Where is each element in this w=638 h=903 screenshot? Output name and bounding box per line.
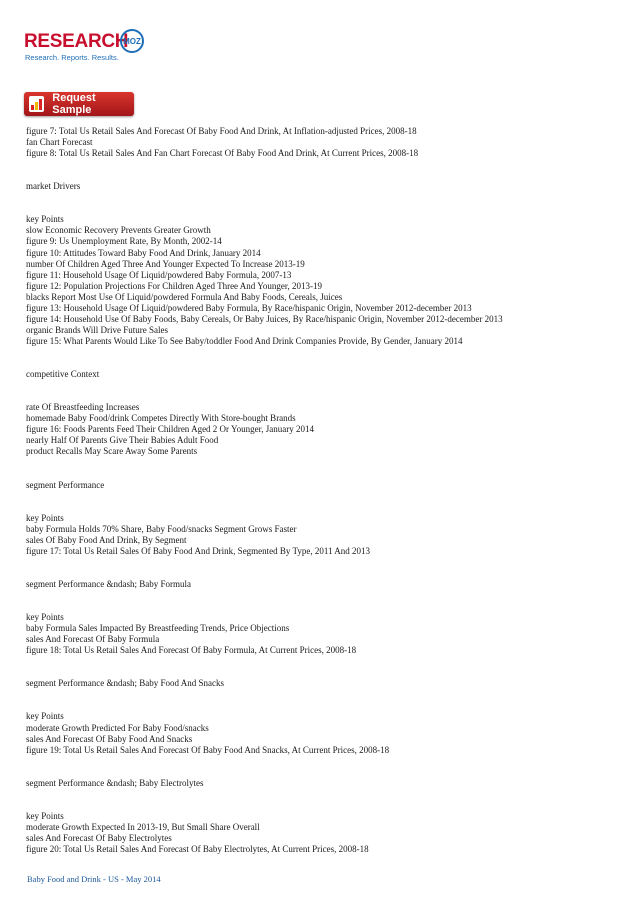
toc-line: figure 9: Us Unemployment Rate, By Month, 2002-14 xyxy=(26,236,222,247)
report-chart-icon xyxy=(29,96,44,112)
toc-line: figure 13: Household Usage Of Liquid/powdered Baby Formula, By Race/hispanic Origin, November 2012-december 2013 xyxy=(26,302,472,313)
brand-badge: MOZ xyxy=(120,29,144,53)
request-sample-label: Request Sample xyxy=(52,92,96,116)
section-heading: segment Performance &ndash; Baby Formula xyxy=(26,578,191,589)
section-heading: segment Performance xyxy=(26,479,105,490)
toc-line: nearly Half Of Parents Give Their Babies Adult Food xyxy=(26,435,219,446)
toc-line: sales And Forecast Of Baby Food And Snacks xyxy=(26,733,193,744)
toc-line: figure 18: Total Us Retail Sales And Forecast Of Baby Formula, At Current Prices, 2008-18 xyxy=(26,645,357,656)
toc-content xyxy=(26,126,616,855)
toc-line: figure 16: Foods Parents Feed Their Children Aged 2 Or Younger, January 2014 xyxy=(26,424,314,435)
toc-line: figure 19: Total Us Retail Sales And Forecast Of Baby Food And Snacks, At Current Prices, 2008-18 xyxy=(26,744,390,755)
toc-line: fan Chart Forecast xyxy=(26,137,93,148)
toc-line: key Points xyxy=(26,214,64,225)
toc-line: key Points xyxy=(26,810,64,821)
section-heading: competitive Context xyxy=(26,369,100,380)
toc-line: figure 10: Attitudes Toward Baby Food And Drink, January 2014 xyxy=(26,247,261,258)
section-heading: segment Performance &ndash; Baby Electrolytes xyxy=(26,777,204,788)
toc-line: number Of Children Aged Three And Younger Expected To Increase 2013-19 xyxy=(26,258,305,269)
toc-line: figure 20: Total Us Retail Sales And Forecast Of Baby Electrolytes, At Current Prices, 2008-18 xyxy=(26,844,369,855)
toc-line: baby Formula Sales Impacted By Breastfeeding Trends, Price Objections xyxy=(26,623,290,634)
brand-logo xyxy=(24,28,144,68)
toc-line: figure 7: Total Us Retail Sales And Forecast Of Baby Food And Drink, At Inflation-adjusted Prices, 2008-18 xyxy=(26,126,417,136)
toc-line: figure 17: Total Us Retail Sales Of Baby Food And Drink, Segmented By Type, 2011 And 2013 xyxy=(26,545,371,556)
toc-line: baby Formula Holds 70% Share, Baby Food/snacks Segment Grows Faster xyxy=(26,523,297,534)
toc-line: sales And Forecast Of Baby Formula xyxy=(26,634,160,645)
request-sample-button[interactable] xyxy=(24,92,134,116)
toc-line: slow Economic Recovery Prevents Greater Growth xyxy=(26,225,211,236)
toc-line: homemade Baby Food/drink Competes Directly With Store-bought Brands xyxy=(26,413,296,424)
toc-line: figure 12: Population Projections For Children Aged Three And Younger, 2013-19 xyxy=(26,280,322,291)
toc-line: product Recalls May Scare Away Some Parents xyxy=(26,446,198,457)
toc-line: key Points xyxy=(26,612,64,623)
brand-name: RESEARCH xyxy=(24,31,129,52)
toc-line: figure 11: Household Usage Of Liquid/powdered Baby Formula, 2007-13 xyxy=(26,269,292,280)
toc-line: key Points xyxy=(26,711,64,722)
toc-line: sales Of Baby Food And Drink, By Segment xyxy=(26,534,187,545)
toc-line: organic Brands Will Drive Future Sales xyxy=(26,324,169,335)
toc-line: figure 15: What Parents Would Like To See Baby/toddler Food And Drink Companies Provide, By Gender, January 2014 xyxy=(26,335,463,346)
toc-line: moderate Growth Predicted For Baby Food/snacks xyxy=(26,722,209,733)
toc-line: figure 8: Total Us Retail Sales And Fan Chart Forecast Of Baby Food And Drink, At Current Prices, 2008-18 xyxy=(26,148,419,159)
section-heading: segment Performance &ndash; Baby Food And Snacks xyxy=(26,678,224,689)
toc-line: moderate Growth Expected In 2013-19, But Small Share Overall xyxy=(26,821,260,832)
toc-line: rate Of Breastfeeding Increases xyxy=(26,402,140,413)
toc-line: blacks Report Most Use Of Liquid/powdered Formula And Baby Foods, Cereals, Juices xyxy=(26,291,343,302)
brand-tagline: Research. Reports. Results. xyxy=(25,53,119,62)
toc-line: figure 14: Household Use Of Baby Foods, Baby Cereals, Or Baby Juices, By Race/hispanic Origin, November 2012-december 2013 xyxy=(26,313,503,324)
section-heading: market Drivers xyxy=(26,181,81,192)
toc-line: sales And Forecast Of Baby Electrolytes xyxy=(26,833,172,843)
toc-line: key Points xyxy=(26,512,64,523)
footer-link[interactable]: Baby Food and Drink - US - May 2014 xyxy=(27,874,161,884)
